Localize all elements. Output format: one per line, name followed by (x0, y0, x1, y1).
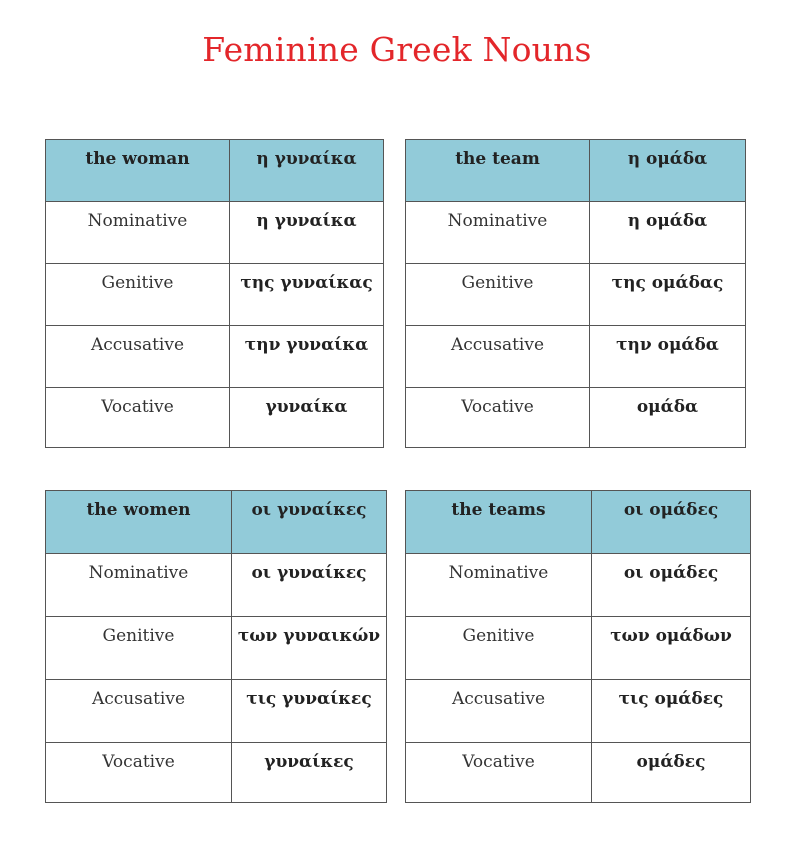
case-label: Nominative (46, 202, 230, 264)
table-row (406, 388, 746, 448)
case-label: Nominative (46, 554, 232, 617)
case-label: Accusative (406, 326, 590, 388)
case-form: ομάδες (592, 743, 751, 803)
header-label: the women (46, 491, 232, 554)
table-row (406, 617, 751, 680)
case-label: Vocative (46, 743, 232, 803)
header-label: the team (406, 140, 590, 202)
table-row (46, 202, 384, 264)
case-form: της ομάδας (590, 264, 746, 326)
case-form: των ομάδων (592, 617, 751, 680)
case-label: Nominative (406, 202, 590, 264)
table-row (406, 680, 751, 743)
case-form: την γυναίκα (230, 326, 384, 388)
table-header-row (406, 140, 746, 202)
declension-table-woman-plural (45, 490, 387, 803)
header-value: οι γυναίκες (232, 491, 387, 554)
case-form: οι γυναίκες (232, 554, 387, 617)
case-label: Genitive (46, 617, 232, 680)
header-label: the teams (406, 491, 592, 554)
case-label: Vocative (46, 388, 230, 448)
table-row (46, 264, 384, 326)
table-row (46, 388, 384, 448)
declension-table-team-singular (405, 139, 746, 448)
case-form: των γυναικών (232, 617, 387, 680)
case-label: Genitive (406, 617, 592, 680)
table-row (46, 326, 384, 388)
case-form: την ομάδα (590, 326, 746, 388)
table-header-row (406, 491, 751, 554)
case-form: της γυναίκας (230, 264, 384, 326)
table-header-row (46, 491, 387, 554)
table-row (406, 202, 746, 264)
header-value: η γυναίκα (230, 140, 384, 202)
case-label: Accusative (46, 680, 232, 743)
declension-table-woman-singular (45, 139, 384, 448)
case-label: Accusative (406, 680, 592, 743)
header-value: οι ομάδες (592, 491, 751, 554)
case-label: Genitive (46, 264, 230, 326)
case-form: γυναίκες (232, 743, 387, 803)
table-row (406, 264, 746, 326)
header-label: the woman (46, 140, 230, 202)
table-row (46, 680, 387, 743)
case-form: η ομάδα (590, 202, 746, 264)
table-row (46, 743, 387, 803)
page-title: Feminine Greek Nouns (202, 30, 592, 69)
case-label: Vocative (406, 388, 590, 448)
case-label: Accusative (46, 326, 230, 388)
table-row (46, 617, 387, 680)
declension-table-team-plural (405, 490, 751, 803)
case-label: Vocative (406, 743, 592, 803)
case-form: η γυναίκα (230, 202, 384, 264)
table-row (46, 554, 387, 617)
case-form: τις ομάδες (592, 680, 751, 743)
case-form: οι ομάδες (592, 554, 751, 617)
table-row (406, 326, 746, 388)
table-row (406, 554, 751, 617)
case-form: ομάδα (590, 388, 746, 448)
header-value: η ομάδα (590, 140, 746, 202)
case-form: τις γυναίκες (232, 680, 387, 743)
case-label: Nominative (406, 554, 592, 617)
case-form: γυναίκα (230, 388, 384, 448)
table-row (406, 743, 751, 803)
case-label: Genitive (406, 264, 590, 326)
table-header-row (46, 140, 384, 202)
